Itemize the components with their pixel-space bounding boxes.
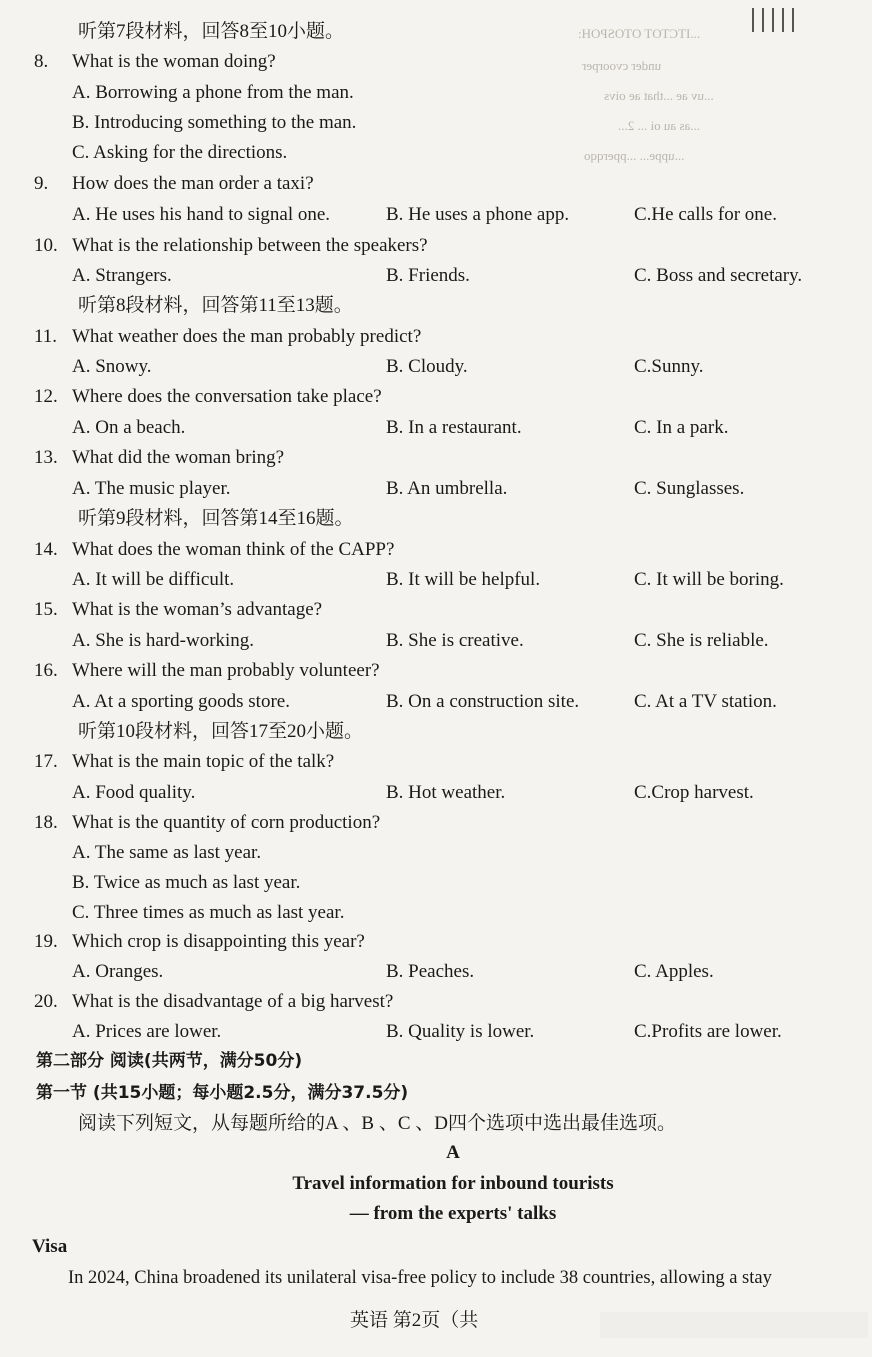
question-text: What is the woman doing? xyxy=(72,51,276,72)
question-number: 20. xyxy=(34,991,58,1012)
option-b: B. It will be helpful. xyxy=(386,569,541,590)
option-b: B. He uses a phone app. xyxy=(386,204,570,225)
option-c: C. It will be boring. xyxy=(634,569,784,590)
option-c: C. Three times as much as last year. xyxy=(72,902,345,923)
question-14 xyxy=(0,535,872,565)
option-b: B. An umbrella. xyxy=(386,478,508,499)
question-number: 18. xyxy=(34,812,58,833)
option-a: A. Strangers. xyxy=(72,265,172,286)
question-number: 15. xyxy=(34,599,58,620)
option-b: B. Hot weather. xyxy=(386,782,506,803)
question-text: What weather does the man probably predict? xyxy=(72,326,422,347)
question-9 xyxy=(0,169,872,199)
section-heading: 听第10段材料，回答17至20小题。 xyxy=(78,721,364,742)
question-text: Where will the man probably volunteer? xyxy=(72,660,380,681)
passage-letter: A xyxy=(446,1142,460,1163)
option-c: C.Profits are lower. xyxy=(634,1021,782,1042)
option-a: A. At a sporting goods store. xyxy=(72,691,290,712)
option-a: A. She is hard-working. xyxy=(72,630,255,651)
section-heading: 第一节 (共15小题；每小题2.5分，满分37.5分) xyxy=(36,1083,409,1103)
option-a: A. Prices are lower. xyxy=(72,1021,222,1042)
section-heading: 听第9段材料，回答第14至16题。 xyxy=(78,508,354,529)
option-b: B. Twice as much as last year. xyxy=(72,872,301,893)
passage-title: Travel information for inbound tourists xyxy=(292,1173,614,1194)
passage-subtitle: — from the experts' talks xyxy=(349,1203,557,1224)
question-19 xyxy=(0,927,872,957)
question-number: 12. xyxy=(34,386,58,407)
option-c: C.Crop harvest. xyxy=(634,782,754,803)
bleed-through-text: ...ITCTOT OTOSPOH: xyxy=(578,26,701,41)
option-a: A. It will be difficult. xyxy=(72,569,235,590)
question-15 xyxy=(0,595,872,625)
question-text: Which crop is disappointing this year? xyxy=(72,931,365,952)
question-number: 8. xyxy=(34,51,49,72)
option-c: C. Boss and secretary. xyxy=(634,265,803,286)
option-c: C. She is reliable. xyxy=(634,630,769,651)
page-footer: 英语 第2页（共 xyxy=(350,1310,479,1331)
option-c: C. Sunglasses. xyxy=(634,478,745,499)
option-a: A. Oranges. xyxy=(72,961,164,982)
question-8 xyxy=(0,47,872,77)
option-b: B. On a construction site. xyxy=(386,691,580,712)
question-20 xyxy=(0,987,872,1017)
bleed-through-text: under cvoorper xyxy=(582,58,662,73)
question-text: How does the man order a taxi? xyxy=(72,173,314,194)
question-number: 13. xyxy=(34,447,58,468)
question-number: 11. xyxy=(34,326,58,347)
option-b: B. In a restaurant. xyxy=(386,417,522,438)
option-a: A. He uses his hand to signal one. xyxy=(72,204,331,225)
question-17 xyxy=(0,747,872,777)
question-number: 17. xyxy=(34,751,58,772)
option-b: B. Peaches. xyxy=(386,961,475,982)
option-b: B. Friends. xyxy=(386,265,470,286)
question-18 xyxy=(0,808,872,838)
option-b: B. Introducing something to the man. xyxy=(72,112,357,133)
option-b: B. Quality is lower. xyxy=(386,1021,535,1042)
option-a: A. Food quality. xyxy=(72,782,196,803)
option-a: A. Snowy. xyxy=(72,356,152,377)
bleed-through-text: ...uppe... ...pperqqo xyxy=(584,148,685,163)
question-text: What is the main topic of the talk? xyxy=(72,751,335,772)
section-heading: 听第8段材料，回答第11至13题。 xyxy=(78,295,353,316)
question-number: 14. xyxy=(34,539,58,560)
option-b: B. She is creative. xyxy=(386,630,524,651)
option-c: C.He calls for one. xyxy=(634,204,777,225)
part-heading: 第二部分 阅读(共两节，满分50分) xyxy=(36,1051,303,1071)
option-c: C. In a park. xyxy=(634,417,729,438)
option-c: C. At a TV station. xyxy=(634,691,777,712)
question-text: What does the woman think of the CAPP? xyxy=(72,539,395,560)
option-a: A. On a beach. xyxy=(72,417,186,438)
question-text: What did the woman bring? xyxy=(72,447,285,468)
section-heading: 听第7段材料，回答8至10小题。 xyxy=(78,21,345,42)
question-text: What is the woman’s advantage? xyxy=(72,599,323,620)
question-text: What is the relationship between the speakers? xyxy=(72,235,428,256)
question-12 xyxy=(0,382,872,412)
option-c: C. Apples. xyxy=(634,961,714,982)
question-13 xyxy=(0,443,872,473)
option-a: A. The same as last year. xyxy=(72,842,262,863)
bleed-through-text: ...uv ae ...that ae oivs xyxy=(604,88,714,103)
bleed-through-text: ...as au oi ... 2... xyxy=(618,118,700,133)
question-16 xyxy=(0,656,872,686)
question-text: What is the disadvantage of a big harvest? xyxy=(72,991,394,1012)
question-number: 10. xyxy=(34,235,58,256)
question-10 xyxy=(0,231,872,261)
option-c: C. Asking for the directions. xyxy=(72,142,288,163)
question-number: 16. xyxy=(34,660,58,681)
option-b: B. Cloudy. xyxy=(386,356,468,377)
option-c: C.Sunny. xyxy=(634,356,704,377)
instructions: 阅读下列短文，从每题所给的A 、B 、C 、D四个选项中选出最佳选项。 xyxy=(78,1113,676,1134)
question-text: What is the quantity of corn production? xyxy=(72,812,381,833)
option-a: A. The music player. xyxy=(72,478,231,499)
question-number: 9. xyxy=(34,173,49,194)
visa-heading: Visa xyxy=(32,1236,68,1257)
question-11 xyxy=(0,322,872,352)
question-text: Where does the conversation take place? xyxy=(72,386,382,407)
question-number: 19. xyxy=(34,931,58,952)
paragraph-visa: In 2024, China broadened its unilateral visa-free policy to include 38 countries, allowing a stay xyxy=(68,1268,772,1288)
option-a: A. Borrowing a phone from the man. xyxy=(72,82,354,103)
